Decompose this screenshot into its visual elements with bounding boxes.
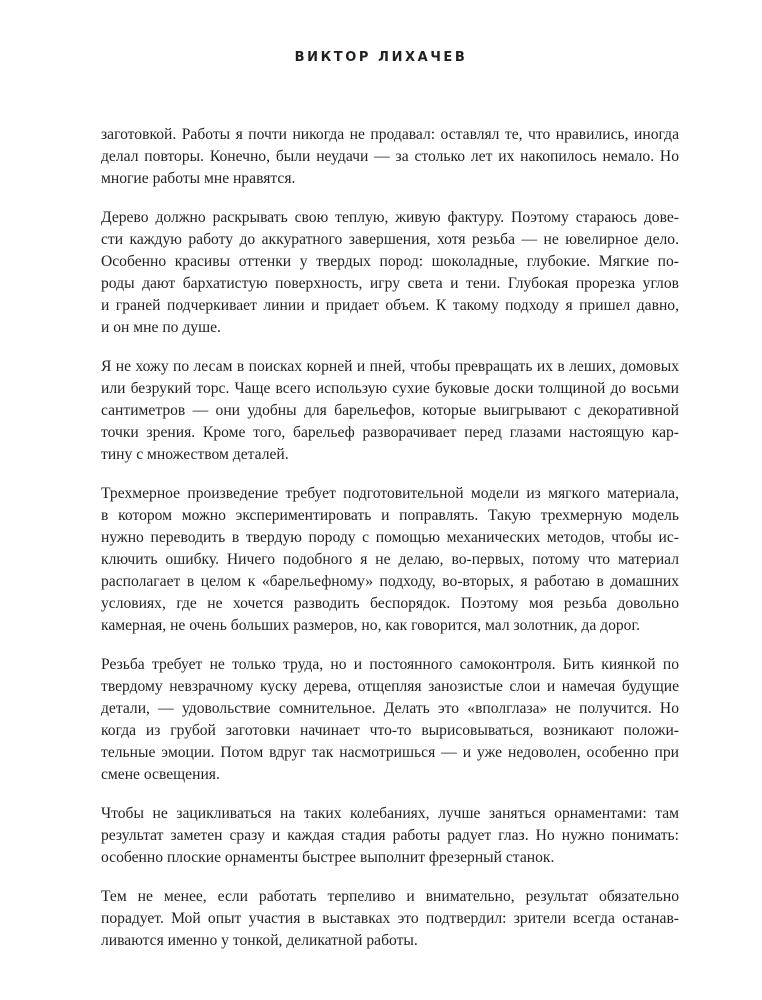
text-line: роды дают бархатистую поверхность, игру света и тени. Глубокая прорезка углов: [101, 275, 679, 292]
text-line: Чтобы не зацикливаться на таких колебаниях, лучше заняться орнаментами: там: [101, 805, 679, 822]
text-line: тину с множеством деталей.: [101, 446, 289, 463]
paragraph: [101, 654, 679, 786]
text-line: Трехмерное произведение требует подготовительной модели из мягкого материала,: [101, 485, 679, 502]
text-line: многие работы мне нравятся.: [101, 170, 296, 187]
text-line: результат заметен сразу и каждая стадия работы радует глаз. Но нужно понимать:: [101, 827, 679, 844]
text-line: сти каждую работу до аккуратного завершения, хотя резьба — не ювелирное дело.: [101, 231, 679, 248]
text-line: ливаются именно у тонкой, деликатной работы.: [101, 932, 418, 949]
paragraph: [101, 207, 679, 339]
text-line: Я не хожу по лесам в поисках корней и пней, чтобы превращать их в леших, домовых: [101, 358, 679, 375]
text-line: располагает в целом к «барельефному» подходу, во-вторых, я работаю в домашних: [101, 573, 679, 590]
text-line: особенно плоские орнаменты быстрее выполнит фрезерный станок.: [101, 849, 555, 866]
text-line: порадует. Мой опыт участия в выставках это подтвердил: зрители всегда останав-: [101, 910, 679, 927]
text-line: нужно переводить в твердую породу с помощью механических методов, чтобы ис-: [101, 529, 679, 546]
text-line: Резьба требует не только труда, но и постоянного самоконтроля. Бить киянкой по: [101, 656, 679, 673]
text-line: условиях, где не хочется разводить беспорядок. Поэтому моя резьба довольно: [101, 595, 679, 612]
text-line: делал повторы. Конечно, были неудачи — за столько лет их накопилось немало. Но: [101, 148, 679, 165]
text-line: тельные эмоции. Потом вдруг так насмотришься — и уже недоволен, особенно при: [101, 744, 679, 761]
text-line: точки зрения. Кроме того, барельеф разворачивает перед глазами настоящую кар-: [101, 424, 679, 441]
text-line: когда из грубой заготовки начинает что-то вырисовываться, возникают положи-: [101, 722, 679, 739]
text-line: Тем не менее, если работать терпеливо и внимательно, результат обязательно: [101, 888, 679, 905]
text-line: камерная, не очень больших размеров, но, как говорится, мал золотник, да дорог.: [101, 617, 641, 634]
text-line: детали, — удовольствие сомнительное. Делать это «вполглаза» не получится. Но: [101, 700, 679, 717]
paragraph: [101, 356, 679, 466]
paragraph: [101, 886, 679, 952]
text-line: заготовкой. Работы я почти никогда не продавал: оставлял те, что нравились, иногда: [101, 126, 679, 143]
body-text: [101, 124, 679, 969]
paragraph: [101, 803, 679, 869]
paragraph: [101, 483, 679, 637]
text-line: и граней подчеркивает линии и придает объем. К такому подходу я пришел давно,: [101, 297, 679, 314]
text-line: Особенно красивы оттенки у твердых пород: шоколадные, глубокие. Мягкие по-: [101, 253, 679, 270]
text-line: и он мне по душе.: [101, 319, 221, 336]
running-header: ВИКТОР ЛИХАЧЕВ: [294, 50, 468, 65]
text-line: в котором можно экспериментировать и поправлять. Такую трехмерную модель: [101, 507, 679, 524]
paragraph: [101, 124, 679, 190]
text-line: или безрукий торс. Чаще всего использую сухие буковые доски толщиной до восьми: [101, 380, 679, 397]
text-line: твердому невзрачному куску дерева, отщепляя занозистые слои и намечая будущие: [101, 678, 679, 695]
text-line: Дерево должно раскрывать свою теплую, живую фактуру. Поэтому стараюсь дове-: [101, 209, 679, 226]
text-line: ключить ошибку. Ничего подобного я не делаю, во-первых, потому что материал: [101, 551, 679, 568]
text-line: сантиметров — они удобны для барельефов, которые выигрывают с декоративной: [101, 402, 679, 419]
text-line: смене освещения.: [101, 766, 220, 783]
